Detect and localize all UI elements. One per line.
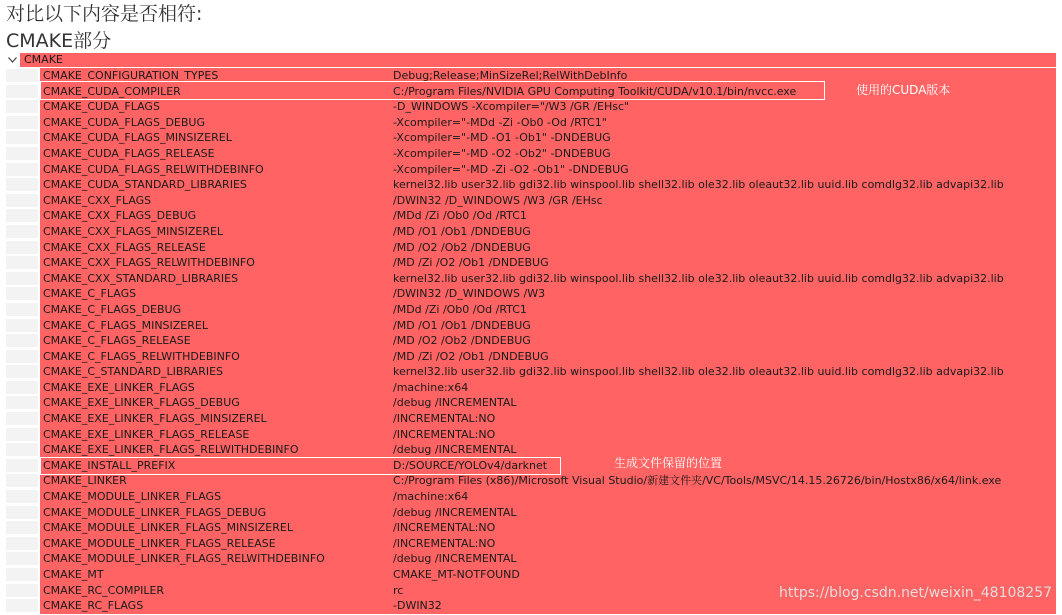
table-row[interactable]	[0, 349, 1062, 365]
chevron-down-icon[interactable]	[5, 53, 19, 67]
entry-value[interactable]: /INCREMENTAL:NO	[393, 521, 496, 535]
row-gutter	[6, 350, 38, 363]
table-row[interactable]	[0, 162, 1062, 178]
table-row[interactable]	[0, 224, 1062, 240]
install-location-annotation: 生成文件保留的位置	[614, 456, 723, 470]
table-row[interactable]	[0, 520, 1062, 536]
table-row[interactable]	[0, 473, 1062, 489]
entry-value[interactable]: -D_WINDOWS -Xcompiler="/W3 /GR /EHsc"	[393, 100, 630, 114]
row-gutter	[6, 412, 38, 425]
row-gutter	[6, 381, 38, 394]
entry-value[interactable]: /INCREMENTAL:NO	[393, 536, 496, 550]
entry-name: CMAKE_C_FLAGS	[43, 287, 137, 301]
row-gutter	[6, 396, 38, 409]
row-gutter	[6, 552, 38, 565]
entry-name: CMAKE_EXE_LINKER_FLAGS_RELWITHDEBINFO	[43, 443, 299, 457]
table-row[interactable]	[0, 567, 1062, 583]
entry-value[interactable]: D:/SOURCE/YOLOv4/darknet	[393, 458, 548, 472]
table-row[interactable]	[0, 130, 1062, 146]
entry-value[interactable]: /MD /O1 /Ob1 /DNDEBUG	[393, 318, 531, 332]
entry-value[interactable]: /debug /INCREMENTAL	[393, 552, 517, 566]
table-row[interactable]	[0, 442, 1062, 458]
entry-name: CMAKE_MODULE_LINKER_FLAGS_RELWITHDEBINFO	[43, 552, 325, 566]
table-row[interactable]	[0, 551, 1062, 567]
row-gutter	[6, 209, 38, 222]
entry-name: CMAKE_EXE_LINKER_FLAGS_MINSIZEREL	[43, 412, 267, 426]
row-gutter	[6, 428, 38, 441]
row-highlight	[40, 458, 1056, 474]
entry-value[interactable]: /MDd /Zi /Ob0 /Od /RTC1	[393, 209, 527, 223]
entry-name: CMAKE_MT	[43, 568, 104, 581]
entry-value[interactable]: kernel32.lib user32.lib gdi32.lib winspool.lib shell32.lib ole32.lib oleaut32.lib uuid.lib comdlg32.lib advapi32.lib	[393, 365, 1004, 379]
entry-value[interactable]: -Xcompiler="-MD -O1 -Ob1" -DNDEBUG	[393, 131, 611, 145]
row-gutter	[6, 272, 38, 285]
row-gutter	[6, 443, 38, 456]
row-gutter	[6, 584, 38, 597]
table-row[interactable]	[0, 286, 1062, 302]
entry-name: CMAKE_C_FLAGS_RELEASE	[43, 334, 191, 348]
entry-value[interactable]: /INCREMENTAL:NO	[393, 412, 496, 426]
row-gutter	[6, 568, 38, 581]
row-gutter	[6, 194, 38, 207]
entry-name: CMAKE_CUDA_FLAGS_DEBUG	[43, 115, 205, 129]
row-highlight	[40, 567, 1056, 583]
row-gutter	[6, 334, 38, 347]
row-gutter	[6, 256, 38, 269]
instruction-heading: 对比以下内容是否相符:	[6, 3, 203, 25]
entry-name: CMAKE_C_STANDARD_LIBRARIES	[43, 365, 224, 379]
table-row[interactable]	[0, 146, 1062, 162]
entry-name: CMAKE_CUDA_FLAGS_RELEASE	[43, 146, 215, 160]
entry-value[interactable]: /machine:x64	[393, 380, 469, 394]
row-gutter	[6, 319, 38, 332]
row-gutter	[6, 599, 38, 612]
row-gutter	[6, 521, 38, 534]
cache-entries	[0, 68, 1062, 614]
entry-value[interactable]: /machine:x64	[393, 490, 469, 504]
entry-value[interactable]: /MDd /Zi /Ob0 /Od /RTC1	[393, 302, 527, 316]
table-row[interactable]	[0, 318, 1062, 334]
entry-name: CMAKE_C_FLAGS_MINSIZEREL	[43, 318, 208, 332]
table-row[interactable]	[0, 193, 1062, 209]
table-row[interactable]	[0, 302, 1062, 318]
entry-value[interactable]: C:/Program Files (x86)/Microsoft Visual Studio/新建文件夹/VC/Tools/MSVC/14.15.26726/bin/Hostx86/x64/link.exe	[393, 474, 1002, 488]
entry-value[interactable]: /MD /Zi /O2 /Ob1 /DNDEBUG	[393, 256, 549, 270]
row-gutter	[6, 147, 38, 160]
row-highlight	[40, 333, 1056, 349]
entry-name: CMAKE_CXX_STANDARD_LIBRARIES	[43, 271, 239, 285]
table-row[interactable]	[0, 411, 1062, 427]
table-row[interactable]	[0, 380, 1062, 396]
entry-name: CMAKE_CXX_FLAGS_RELWITHDEBINFO	[43, 256, 255, 270]
entry-name: CMAKE_EXE_LINKER_FLAGS_DEBUG	[43, 396, 240, 410]
table-row[interactable]	[0, 240, 1062, 256]
entry-value[interactable]: /MD /Zi /O2 /Ob1 /DNDEBUG	[393, 349, 549, 363]
section-heading: CMAKE部分	[6, 30, 112, 52]
cuda-version-annotation: 使用的CUDA版本	[856, 83, 951, 97]
entry-name: CMAKE_INSTALL_PREFIX	[43, 458, 176, 472]
table-row[interactable]	[0, 208, 1062, 224]
entry-value[interactable]: kernel32.lib user32.lib gdi32.lib winspool.lib shell32.lib ole32.lib oleaut32.lib uuid.lib comdlg32.lib advapi32.lib	[393, 178, 1004, 192]
watermark: https://blog.csdn.net/weixin_48108257	[779, 585, 1053, 601]
entry-name: CMAKE_LINKER	[43, 474, 127, 488]
entry-value[interactable]: /debug /INCREMENTAL	[393, 443, 517, 457]
table-row[interactable]	[0, 505, 1062, 521]
row-gutter	[6, 459, 38, 472]
table-row[interactable]	[0, 364, 1062, 380]
entry-name: CMAKE_MODULE_LINKER_FLAGS	[43, 490, 222, 504]
entry-value[interactable]: /MD /O1 /Ob1 /DNDEBUG	[393, 224, 531, 238]
row-highlight	[40, 302, 1056, 318]
entry-name: CMAKE_EXE_LINKER_FLAGS_RELEASE	[43, 427, 250, 441]
entry-value[interactable]: /debug /INCREMENTAL	[393, 505, 517, 519]
row-gutter	[6, 100, 38, 113]
row-gutter	[6, 69, 38, 82]
row-gutter	[6, 506, 38, 519]
entry-value[interactable]: /DWIN32 /D_WINDOWS /W3	[393, 287, 546, 301]
entry-name: CMAKE_MODULE_LINKER_FLAGS_RELEASE	[43, 536, 276, 550]
row-gutter	[6, 490, 38, 503]
entry-value[interactable]: /DWIN32 /D_WINDOWS /W3 /GR /EHsc	[393, 193, 603, 207]
entry-name: CMAKE_CXX_FLAGS_MINSIZEREL	[43, 224, 224, 238]
cmake-cache-table	[0, 53, 1062, 615]
entry-value[interactable]: -Xcompiler="-MD -O2 -Ob2" -DNDEBUG	[393, 146, 611, 160]
entry-value[interactable]: /INCREMENTAL:NO	[393, 427, 496, 441]
entry-name: CMAKE_CXX_FLAGS_DEBUG	[43, 209, 197, 223]
table-row[interactable]	[0, 333, 1062, 349]
group-row-cmake[interactable]	[0, 53, 1056, 67]
group-row-background	[66, 53, 1056, 67]
entry-name: CMAKE_CONFIGURATION_TYPES	[43, 69, 219, 82]
entry-value[interactable]: kernel32.lib user32.lib gdi32.lib winspool.lib shell32.lib ole32.lib oleaut32.lib uuid.lib comdlg32.lib advapi32.lib	[393, 271, 1004, 285]
table-row[interactable]	[0, 458, 1062, 474]
entry-value[interactable]: C:/Program Files/NVIDIA GPU Computing Toolkit/CUDA/v10.1/bin/nvcc.exe	[393, 84, 797, 98]
table-row[interactable]	[0, 395, 1062, 411]
entry-name: CMAKE_RC_COMPILER	[43, 583, 165, 597]
entry-name: CMAKE_CXX_FLAGS	[43, 193, 152, 207]
entry-name: CMAKE_MODULE_LINKER_FLAGS_MINSIZEREL	[43, 521, 293, 535]
entry-name: CMAKE_MODULE_LINKER_FLAGS_DEBUG	[43, 505, 267, 519]
row-gutter	[6, 116, 38, 129]
entry-name: CMAKE_CUDA_COMPILER	[43, 84, 181, 98]
row-highlight	[40, 286, 1056, 302]
table-row[interactable]	[0, 115, 1062, 131]
row-gutter	[6, 287, 38, 300]
table-row[interactable]	[0, 177, 1062, 193]
table-row[interactable]	[0, 255, 1062, 271]
row-gutter	[6, 163, 38, 176]
row-gutter	[6, 178, 38, 191]
entry-value[interactable]: -DWIN32	[393, 599, 442, 613]
row-gutter	[6, 225, 38, 238]
entry-value[interactable]: rc	[393, 583, 404, 597]
row-gutter	[6, 131, 38, 144]
row-gutter	[6, 241, 38, 254]
entry-name: CMAKE_CUDA_FLAGS_MINSIZEREL	[43, 131, 232, 145]
entry-name: CMAKE_C_FLAGS_DEBUG	[43, 302, 182, 316]
entry-value[interactable]: -Xcompiler="-MDd -Zi -Ob0 -Od /RTC1"	[393, 115, 607, 129]
row-gutter	[6, 537, 38, 550]
row-gutter	[6, 85, 38, 98]
entry-name: CMAKE_EXE_LINKER_FLAGS	[43, 380, 195, 394]
group-label: CMAKE	[20, 53, 67, 67]
entry-name: CMAKE_CXX_FLAGS_RELEASE	[43, 240, 206, 254]
row-gutter	[6, 303, 38, 316]
entry-name: CMAKE_CUDA_FLAGS	[43, 100, 160, 114]
table-row[interactable]	[0, 68, 1062, 84]
entry-value[interactable]: Debug;Release;MinSizeRel;RelWithDebInfo	[393, 69, 628, 82]
table-row[interactable]	[0, 271, 1062, 287]
entry-value[interactable]: -Xcompiler="-MD -Zi -O2 -Ob1" -DNDEBUG	[393, 162, 629, 176]
entry-value[interactable]: /debug /INCREMENTAL	[393, 396, 517, 410]
entry-value[interactable]: /MD /O2 /Ob2 /DNDEBUG	[393, 334, 531, 348]
table-row[interactable]	[0, 536, 1062, 552]
row-gutter	[6, 474, 38, 487]
entry-name: CMAKE_CUDA_STANDARD_LIBRARIES	[43, 178, 247, 192]
table-row[interactable]	[0, 427, 1062, 443]
entry-value[interactable]: /MD /O2 /Ob2 /DNDEBUG	[393, 240, 531, 254]
entry-name: CMAKE_C_FLAGS_RELWITHDEBINFO	[43, 349, 240, 363]
entry-value[interactable]: CMAKE_MT-NOTFOUND	[393, 568, 520, 581]
table-row[interactable]	[0, 99, 1062, 115]
entry-name: CMAKE_RC_FLAGS	[43, 599, 144, 613]
table-row[interactable]	[0, 489, 1062, 505]
entry-name: CMAKE_CUDA_FLAGS_RELWITHDEBINFO	[43, 162, 264, 176]
row-gutter	[6, 365, 38, 378]
